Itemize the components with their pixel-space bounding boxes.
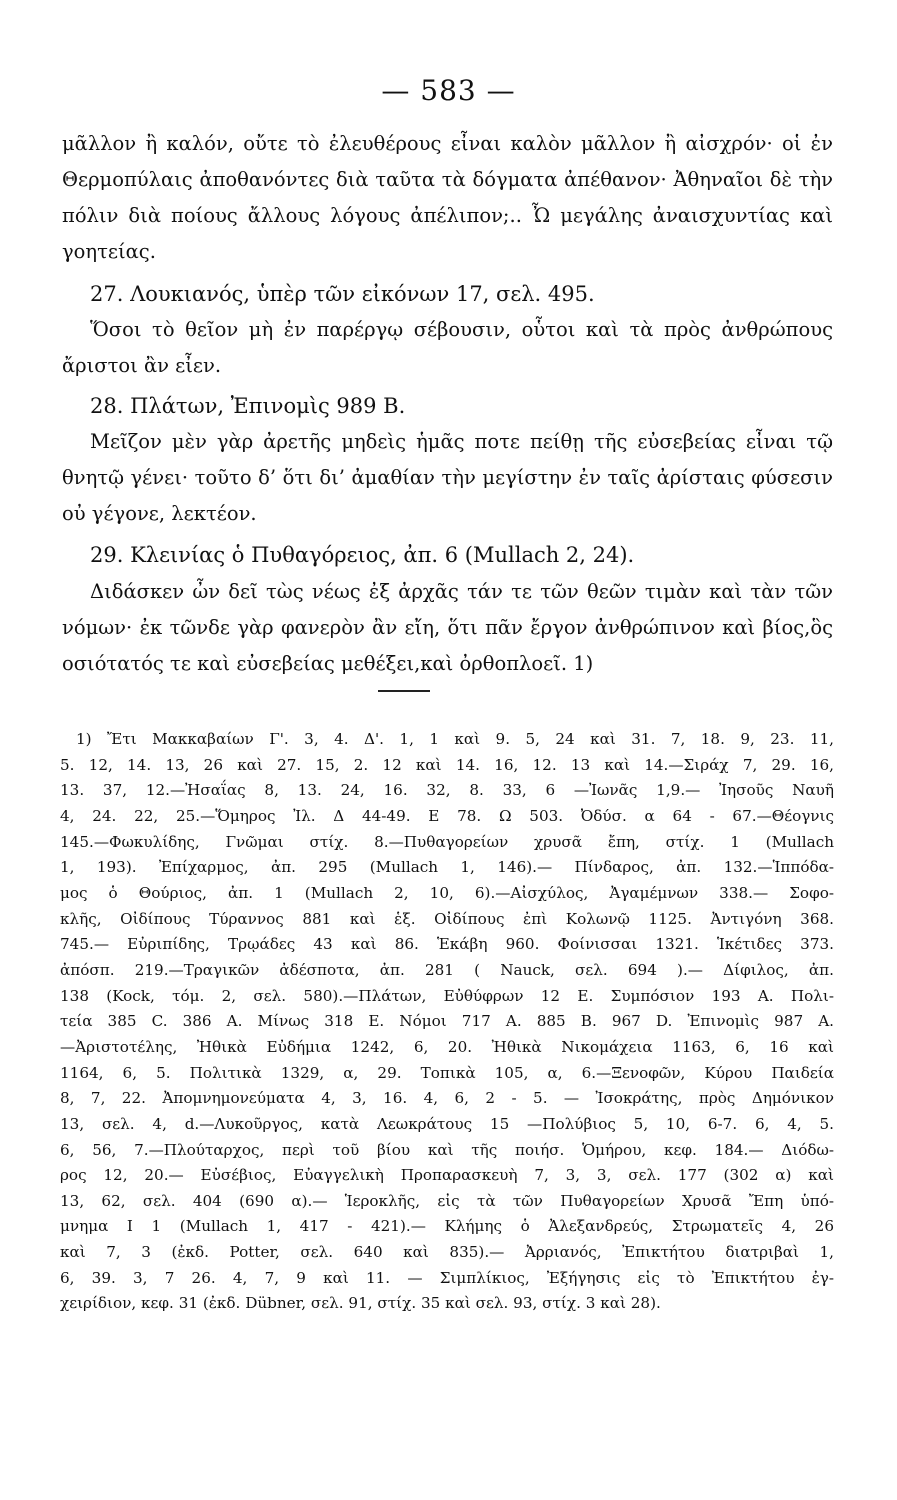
footnote-line: μος ὁ Θούριος, ἀπ. 1 (Mullach 2, 10, 6).—Αἰσχύλος, Ἀγαμέμνων 338.— Σοφο- <box>60 883 834 902</box>
footnote-line: 4, 24. 22, 25.—Ὅμηρος Ἰλ. Δ 44-49. Ε 78. Ω 503. Ὀδύσ. α 64 - 67.—Θέογνις <box>60 806 834 825</box>
footnote-line: 8, 7, 22. Ἀπομνημονεύματα 4, 3, 16. 4, 6, 2 - 5. — Ἰσοκράτης, πρὸς Δημόνικον <box>60 1089 834 1108</box>
opening-paragraph: μᾶλλον ἢ καλόν, οὔτε τὸ ἐλευθέρους εἶναι καλὸν μᾶλλον ἢ αἰσχρόν· οἱ ἐν Θερμοπύλαις ἀποθανόντες διὰ ταῦτα τὰ δόγματα ἀπέθανον· Ἀθηναῖοι δὲ τὴν πόλιν διὰ ποίους ἄλλους λόγους ἀπέλιπον;.. Ὦ μεγάλης ἀναισχυντίας καὶ γοητείας. <box>62 132 833 263</box>
footnote-line: 745.— Εὐριπίδης, Τρῳάδες 43 καὶ 86. Ἑκάβη 960. Φοίνισσαι 1321. Ἱκέτιδες 373. <box>60 935 834 954</box>
footnote-line: καὶ 7, 3 (ἐκδ. Potter, σελ. 640 καὶ 835).— Ἀρριανός, Ἐπικτήτου διατριβαὶ 1, <box>60 1243 834 1262</box>
footnote-line: 138 (Kock, τόμ. 2, σελ. 580).—Πλάτων, Εὐθύφρων 12 Ε. Συμπόσιον 193 Α. Πολι- <box>60 986 834 1005</box>
footnotes <box>60 727 834 1317</box>
footnote-line: 6, 39. 3, 7 26. 4, 7, 9 καὶ 11. — Σιμπλίκιος, Ἐξήγησις εἰς τὸ Ἐπικτήτου ἐγ- <box>60 1268 834 1287</box>
section-heading-28: 28. Πλάτων, Ἐπινομὶς 989 Β. <box>90 394 406 418</box>
footnote-line: 6, 56, 7.—Πλούταρχος, περὶ τοῦ βίου καὶ τῆς ποιήσ. Ὁμήρου, κεφ. 184.— Διόδω- <box>60 1140 834 1159</box>
footnote-separator <box>378 690 430 692</box>
section-heading-27: 27. Λουκιανός, ὑπὲρ τῶν εἰκόνων 17, σελ. 495. <box>90 282 595 306</box>
section-text-27: Ὅσοι τὸ θεῖον μὴ ἐν παρέργῳ σέβουσιν, οὗτοι καὶ τὰ πρὸς ἀνθρώπους ἄριστοι ἂν εἶεν. <box>62 318 833 377</box>
footnote-line: 13, σελ. 4, d.—Λυκοῦργος, κατὰ Λεωκράτους 15 —Πολύβιος 5, 10, 6-7. 6, 4, 5. <box>60 1114 834 1133</box>
footnote-line: 5. 12, 14. 13, 26 καὶ 27. 15, 2. 12 καὶ 14. 16, 12. 13 καὶ 14.—Σιράχ 7, 29. 16, <box>60 755 834 774</box>
footnote-line: 13. 37, 12.—Ἠσαΐας 8, 13. 24, 16. 32, 8. 33, 6 —Ἰωνᾶς 1,9.— Ἰησοῦς Ναυῆ <box>60 781 834 800</box>
footnote-line: ρος 12, 20.— Εὐσέβιος, Εὐαγγελικὴ Προπαρασκευὴ 7, 3, 3, σελ. 177 (302 α) καὶ <box>60 1166 834 1185</box>
footnote-line: χειρίδιον, κεφ. 31 (ἐκδ. Dübner, σελ. 91, στίχ. 35 καὶ σελ. 93, στίχ. 3 καὶ 28). <box>60 1294 661 1313</box>
section-heading-29: 29. Κλεινίας ὁ Πυθαγόρειος, ἀπ. 6 (Mullach 2, 24). <box>90 543 635 567</box>
footnote-line: τεία 385 C. 386 Α. Μίνως 318 Ε. Νόμοι 717 Α. 885 Β. 967 D. Ἐπινομὶς 987 Α. <box>60 1012 834 1031</box>
footnote-line: 145.—Φωκυλίδης, Γνῶμαι στίχ. 8.—Πυθαγορείων χρυσᾶ ἔπη, στίχ. 1 (Mullach <box>60 832 834 851</box>
footnote-line: 13, 62, σελ. 404 (690 α).— Ἱεροκλῆς, εἰς τὰ τῶν Πυθαγορείων Χρυσᾶ Ἔπη ὑπό- <box>60 1191 834 1210</box>
footnote-line: 1, 193). Ἐπίχαρμος, ἀπ. 295 (Mullach 1, 146).— Πίνδαρος, ἀπ. 132.—Ἱππόδα- <box>60 858 834 877</box>
footnote-line: 1) Ἔτι Μακκαβαίων Γ'. 3, 4. Δ'. 1, 1 καὶ 9. 5, 24 καὶ 31. 7, 18. 9, 23. 11, <box>76 730 834 748</box>
footnote-line: μνημα Ι 1 (Mullach 1, 417 - 421).— Κλήμης ὁ Ἀλεξανδρεύς, Στρωματεῖς 4, 26 <box>60 1217 834 1236</box>
footnote-line: ἀπόσπ. 219.—Τραγικῶν ἀδέσποτα, ἀπ. 281 ( Nauck, σελ. 694 ).— Δίφιλος, ἀπ. <box>60 960 834 979</box>
footnote-line: 1164, 6, 5. Πολιτικὰ 1329, α, 29. Τοπικὰ 105, α, 6.—Ξενοφῶν, Κύρου Παιδεία <box>60 1063 834 1082</box>
section-text-29: Διδάσκεν ὦν δεῖ τὼς νέως ἐξ ἀρχᾶς τάν τε τῶν θεῶν τιμὰν καὶ τὰν τῶν νόμων· ἐκ τῶνδε γὰρ φανερὸν ἂν εἴη, ὅτι πᾶν ἔργον ἀνθρώπινον καὶ βίος,ὃς οσιότατός τε καὶ εὐσεβείας μεθέξει,καὶ ὀρθοπλοεῖ. 1) <box>62 580 833 675</box>
page-number: — 583 — <box>381 74 516 107</box>
footnote-line: κλῆς, Οἰδίπους Τύραννος 881 καὶ ἑξ. Οἰδίπους ἐπὶ Κολωνῷ 1125. Ἀντιγόνη 368. <box>60 909 834 928</box>
footnote-line: —Ἀριστοτέλης, Ἠθικὰ Εὐδήμια 1242, 6, 20. Ἠθικὰ Νικομάχεια 1163, 6, 16 καὶ <box>60 1037 834 1056</box>
section-text-28: Μεῖζον μὲν γὰρ ἀρετῆς μηδεὶς ἡμᾶς ποτε πείθῃ τῆς εὐσεβείας εἶναι τῷ θνητῷ γένει· τοῦτο δ’ ὅτι δι’ ἀμαθίαν τὴν μεγίστην ἐν ταῖς ἀρίσταις φύσεσιν οὐ γέγονε, λεκτέον. <box>62 430 833 525</box>
